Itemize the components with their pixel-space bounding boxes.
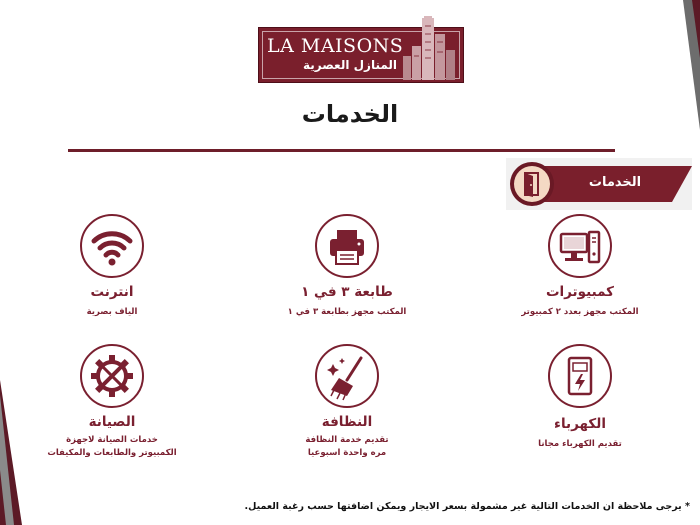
logo-name-ar: المنازل العصرية xyxy=(302,58,398,72)
service-desc: الياف بصرية xyxy=(86,307,138,317)
service-icon-circle xyxy=(548,214,612,278)
service-cleaning xyxy=(257,344,437,464)
title-divider xyxy=(68,149,615,152)
service-icon-circle xyxy=(548,344,612,408)
badge-label: الخدمات xyxy=(588,175,642,190)
service-title: انترنت xyxy=(90,284,134,300)
service-printer xyxy=(257,214,437,324)
broom-icon xyxy=(317,346,377,406)
page-title: الخدمات xyxy=(301,100,399,128)
printer-icon xyxy=(317,216,377,276)
service-title: كمبيوترات xyxy=(545,284,615,300)
service-icon-circle xyxy=(80,344,144,408)
service-desc: تقديم الكهرباء مجانا xyxy=(538,439,622,449)
service-computers xyxy=(490,214,670,324)
service-electricity xyxy=(490,344,670,464)
service-title: النظافة xyxy=(321,414,373,430)
service-icon-circle xyxy=(315,344,379,408)
service-desc-line-2: الكمبيوتر والطابعات والمكيفات xyxy=(47,448,177,458)
service-icon-circle xyxy=(315,214,379,278)
computer-icon xyxy=(550,216,610,276)
maintenance-gear-icon xyxy=(82,346,142,406)
service-internet xyxy=(22,214,202,324)
service-desc: المكتب مجهز بعدد ٢ كمبيوتر xyxy=(521,307,639,317)
service-title: الكهرباء xyxy=(554,416,606,432)
footer-note: * يرجى ملاحظة ان الخدمات التالية غير مشمولة بسعر الايجار ويمكن اضافتها حسب رغبة العميل. xyxy=(244,501,690,512)
service-maintenance xyxy=(22,344,202,464)
brand-logo xyxy=(258,27,464,83)
service-title: الصيانة xyxy=(88,414,136,430)
service-title: طابعة ٣ في ١ xyxy=(301,284,393,300)
wifi-icon xyxy=(82,216,142,276)
skyline-logo-icon xyxy=(401,16,457,80)
electricity-meter-icon xyxy=(550,346,610,406)
service-desc-line-1: خدمات الصيانة لاجهزة xyxy=(66,435,158,445)
service-icon-circle xyxy=(80,214,144,278)
service-desc-line-2: مره واحدة اسبوعيا xyxy=(307,448,387,458)
service-desc-line-1: تقديم خدمة النظافة xyxy=(305,435,389,445)
logo-name-en: LA MAISONS xyxy=(267,35,404,57)
service-desc: المكتب مجهز بطابعة ٣ في ١ xyxy=(287,307,407,317)
